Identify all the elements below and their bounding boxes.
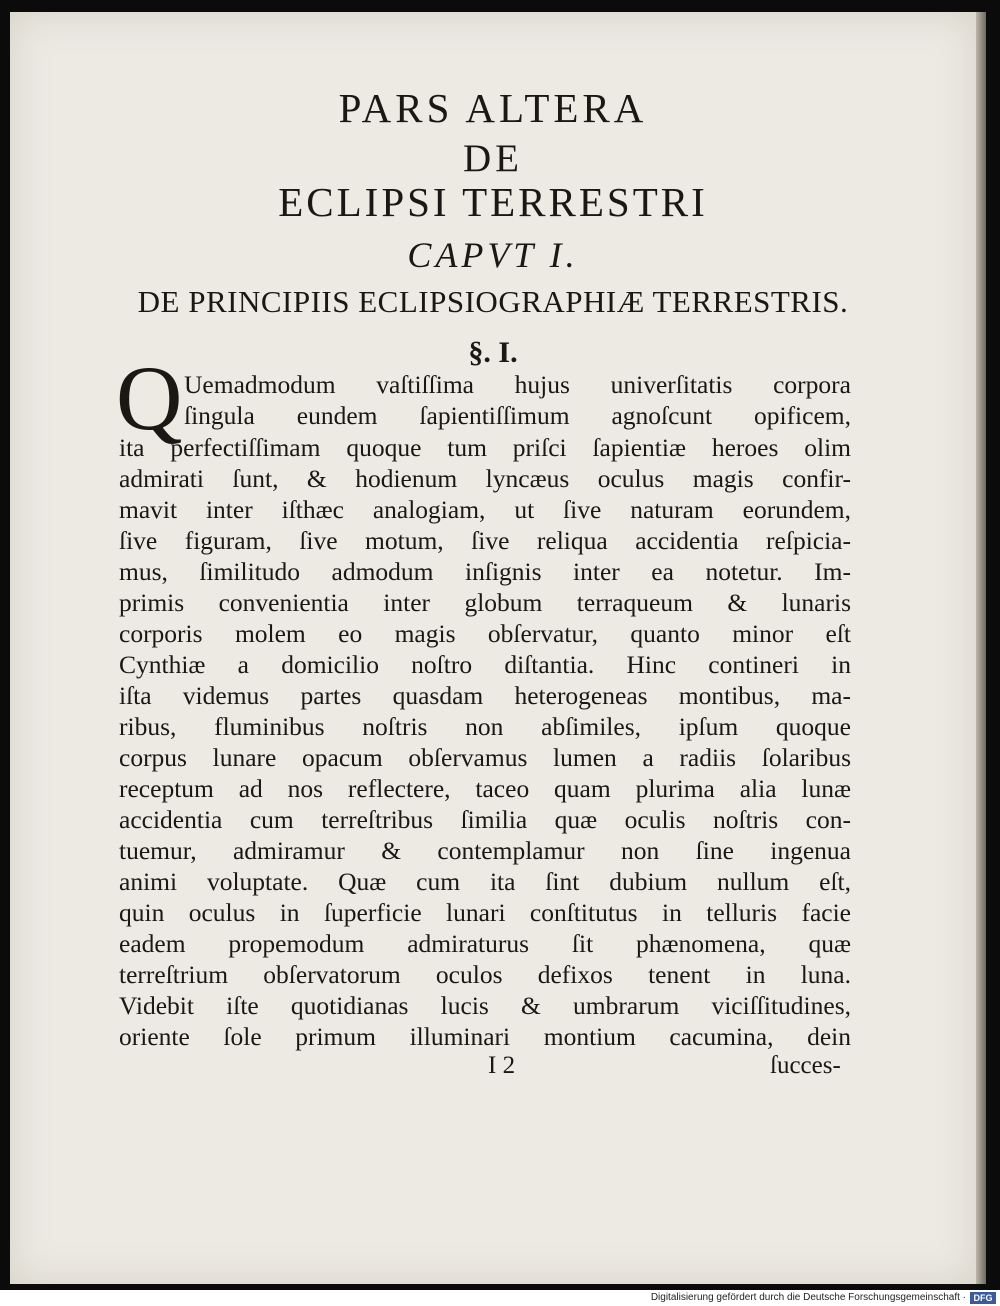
text-line: mus, ſimilitudo admodum inſignis inter ea notetur. Im-	[119, 557, 851, 586]
drop-cap: Q	[116, 347, 183, 449]
title-de: DE	[463, 137, 523, 180]
page-edge	[976, 12, 986, 1284]
catchword: ſucces-	[770, 1052, 841, 1079]
text-line: quin oculus in ſuperficie lunari conſtitutus in telluris facie	[119, 898, 851, 927]
text-line: accidentia cum terreſtribus ſimilia quæ oculis noſtris con-	[119, 805, 851, 834]
book-page	[10, 12, 976, 1284]
chapter-subtitle: DE PRINCIPIIS ECLIPSIOGRAPHIÆ TERRESTRIS.	[137, 284, 849, 319]
text-line: Videbit iſte quotidianas lucis & umbrarum viciſſitudines,	[119, 991, 851, 1020]
chapter-heading: CAPVT I.	[407, 235, 579, 275]
title-eclipsi-terrestri: ECLIPSI TERRESTRI	[278, 179, 708, 225]
title-pars-altera: PARS ALTERA	[338, 85, 648, 131]
text-line: oriente ſole primum illuminari montium cacumina, dein	[119, 1022, 851, 1051]
text-line: animi voluptate. Quæ cum ita ſint dubium nullum eſt,	[119, 867, 851, 896]
text-line: ribus, fluminibus noſtris non abſimiles, ipſum quoque	[119, 712, 851, 741]
text-line: tuemur, admiramur & contemplamur non ſine ingenua	[119, 836, 851, 865]
text-line: mavit inter iſthæc analogiam, ut ſive naturam eorundem,	[119, 495, 851, 524]
text-line: terreſtrium obſervatorum oculos defixos tenent in luna.	[119, 960, 851, 989]
text-line: ſingula eundem ſapientiſſimum agnoſcunt opificem,	[184, 401, 851, 430]
funding-credit: Digitalisierung gefördert durch die Deutsche Forschungsgemeinschaft ·	[650, 1292, 966, 1303]
text-line: corpus lunare opacum obſervamus lumen a radiis ſolaribus	[119, 743, 851, 772]
text-line: Uemadmodum vaſtiſſima hujus univerſitatis corpora	[184, 370, 851, 399]
text-line: admirati ſunt, & hodienum lyncæus oculus magis confir-	[119, 464, 851, 493]
text-line: corporis molem eo magis obſervatur, quanto minor eſt	[119, 619, 851, 648]
text-line: Cynthiæ a domicilio noſtro diſtantia. Hinc contineri in	[119, 650, 851, 679]
text-line: eadem propemodum admiraturus ſit phænomena, quæ	[119, 929, 851, 958]
text-line: iſta videmus partes quasdam heterogeneas montibus, ma-	[119, 681, 851, 710]
text-line: primis convenientia inter globum terraqueum & lunaris	[119, 588, 851, 617]
dfg-logo: DFG	[970, 1292, 996, 1304]
text-line: receptum ad nos reflectere, taceo quam plurima alia lunæ	[119, 774, 851, 803]
signature-mark: I 2	[488, 1052, 516, 1079]
section-mark: §. I.	[468, 336, 518, 369]
text-line: ita perfectiſſimam quoque tum priſci ſapientiæ heroes olim	[119, 433, 851, 462]
text-line: ſive figuram, ſive motum, ſive reliqua accidentia reſpicia-	[119, 526, 851, 555]
